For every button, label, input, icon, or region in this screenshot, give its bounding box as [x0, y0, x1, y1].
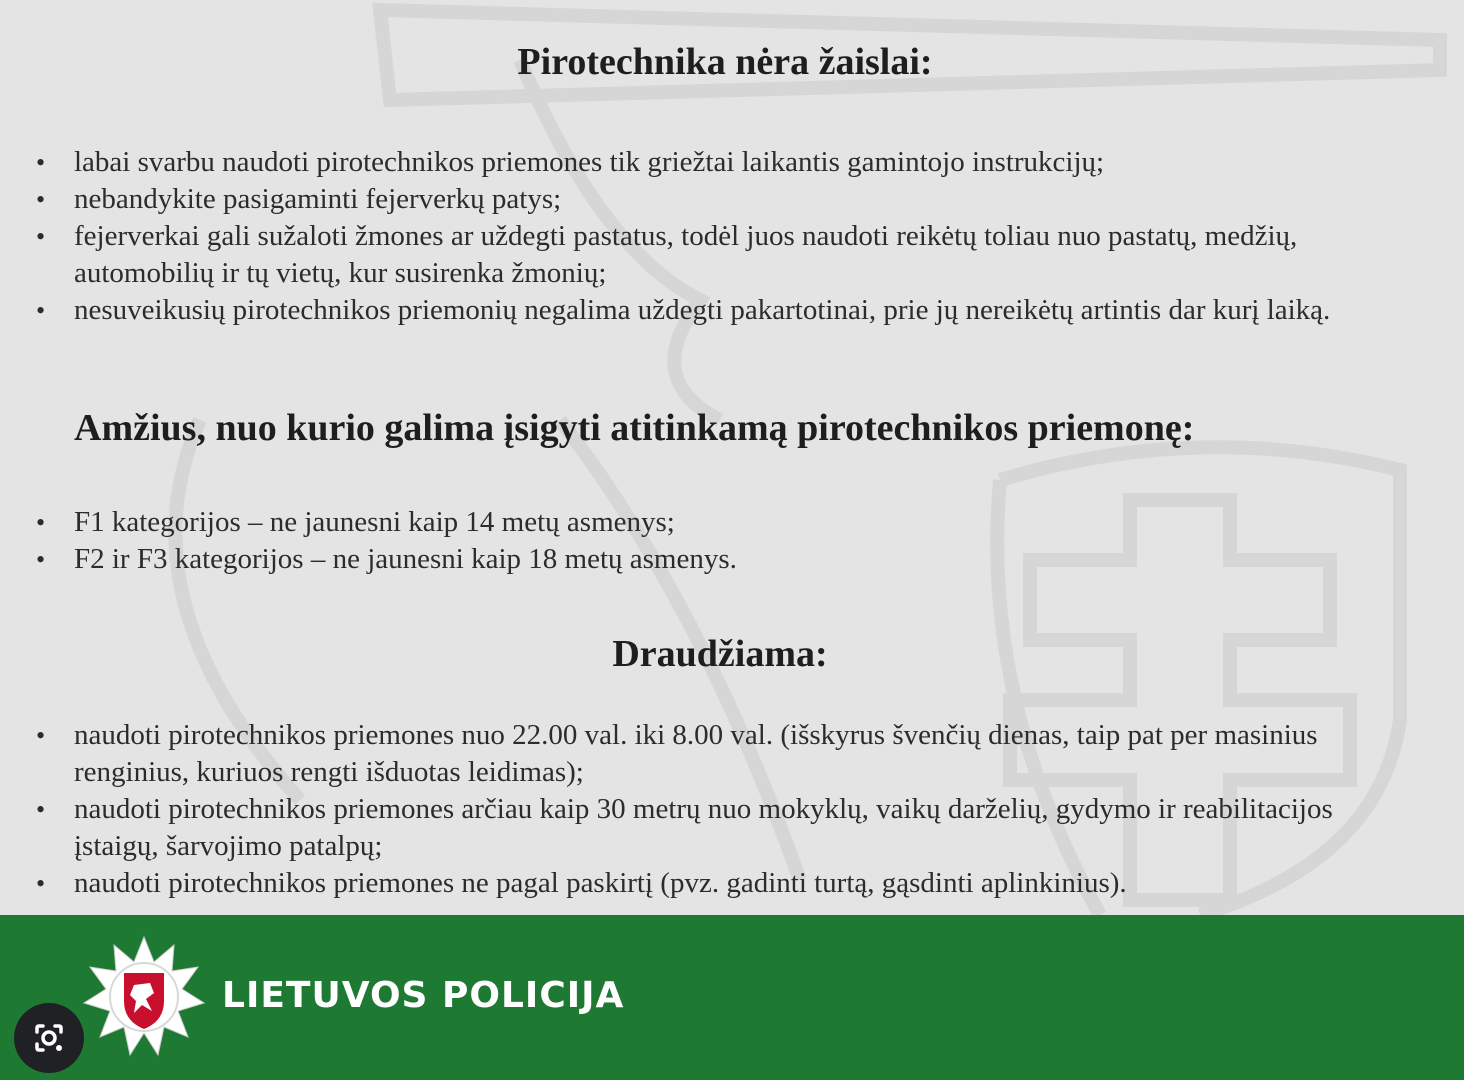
lens-search-icon [29, 1018, 69, 1058]
list-age-limits [0, 504, 1384, 578]
list-prohibited [0, 717, 1384, 902]
list-item: • labai svarbu naudoti pirotechnikos priemones tik griežtai laikantis gamintojo instrukcijų; [0, 144, 1384, 181]
heading-not-toys: Pirotechnika nėra žaislai: [517, 41, 933, 83]
list-item: • naudoti pirotechnikos priemones arčiau kaip 30 metrų nuo mokyklų, vaikų darželių, gydymo ir reabilitacijos įstaigų, šarvojimo patalpų; [0, 791, 1384, 865]
police-star-emblem-icon [82, 935, 206, 1059]
list-item: • naudoti pirotechnikos priemones ne pagal paskirtį (pvz. gadinti turtą, gąsdinti aplinkinius). [0, 865, 1384, 902]
list-item: • nesuveikusių pirotechnikos priemonių negalima uždegti pakartotinai, prie jų nereikėtų artintis dar kurį laiką. [0, 292, 1384, 329]
footer-banner [0, 915, 1464, 1080]
list-item: • naudoti pirotechnikos priemones nuo 22.00 val. iki 8.00 val. (išskyrus švenčių dienas, taip pat per masinius renginius, kuriuos rengti išduotas leidimas); [0, 717, 1384, 791]
heading-age-limits: Amžius, nuo kurio galima įsigyti atitinkamą pirotechnikos priemonę: [74, 407, 1195, 449]
list-item: • nebandykite pasigaminti fejerverkų patys; [0, 181, 1384, 218]
brand-name: LIETUVOS POLICIJA [222, 975, 625, 1016]
list-item: • F2 ir F3 kategorijos – ne jaunesni kaip 18 metų asmenys. [0, 541, 1384, 578]
heading-prohibited: Draudžiama: [612, 633, 828, 675]
lens-search-button[interactable] [14, 1003, 84, 1073]
list-item: • F1 kategorijos – ne jaunesni kaip 14 metų asmenys; [0, 504, 1384, 541]
list-item: • fejerverkai gali sužaloti žmones ar uždegti pastatus, todėl juos naudoti reikėtų toliau nuo pastatų, medžių, automobilių ir tų vietų, kur susirenka žmonių; [0, 218, 1384, 292]
list-not-toys [0, 144, 1384, 329]
